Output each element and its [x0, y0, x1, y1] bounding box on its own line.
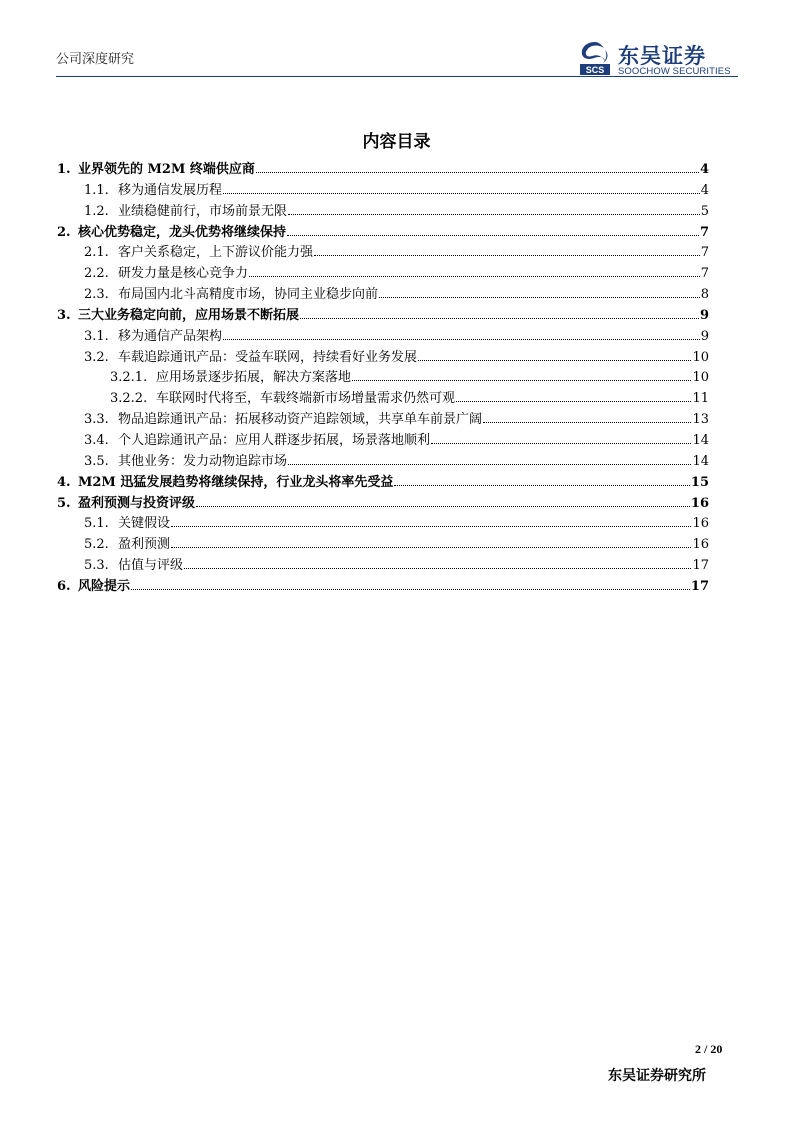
toc-entry-number: 3.4. [84, 432, 109, 448]
toc-entry-title: 三大业务稳定向前，应用场景不断拓展 [78, 307, 300, 323]
logo-english-name: SOOCHOW SECURITIES [618, 66, 731, 77]
toc-entry-page: 15 [690, 474, 709, 490]
toc-entry-title: 车载追踪通讯产品：受益车联网，持续看好业务发展 [118, 349, 418, 365]
toc-entry-number: 3.2.2. [110, 391, 148, 407]
toc-entry-page: 16 [692, 537, 709, 553]
toc-entry-title: 个人追踪通讯产品：应用人群逐步拓展，场景落地顺利 [118, 432, 431, 448]
toc-entry-title: 研发力量是核心竞争力 [118, 266, 249, 282]
toc-leader-dots [223, 193, 700, 194]
toc-entry-page: 7 [700, 266, 709, 282]
toc-entry-page: 11 [692, 391, 709, 407]
toc-entry-title: 车联网时代将至，车载终端新市场增量需求仍然可观 [156, 391, 456, 407]
toc-entry[interactable] [57, 535, 709, 556]
toc-leader-dots [196, 506, 690, 507]
toc-entry[interactable] [57, 327, 709, 348]
soochow-logo-icon [578, 40, 612, 76]
toc-leader-dots [314, 255, 700, 256]
toc-entry-page: 4 [699, 162, 709, 177]
toc-entry-title: 物品追踪通讯产品：拓展移动资产追踪领域，共享单车前景广阔 [118, 412, 483, 428]
toc-entry[interactable] [57, 431, 709, 452]
toc-leader-dots [171, 526, 691, 527]
toc-entry[interactable] [57, 348, 709, 369]
toc-leader-dots [456, 401, 691, 402]
toc-entry-page: 7 [699, 224, 709, 240]
toc-entry-number: 6. [57, 578, 71, 594]
toc-entry[interactable] [57, 494, 709, 515]
report-type-label: 公司深度研究 [56, 52, 135, 67]
toc-entry-title: 盈利预测与投资评级 [78, 495, 196, 511]
toc-entry-title: 业界领先的 M2M 终端供应商 [78, 162, 255, 177]
toc-entry-page: 8 [700, 287, 709, 303]
toc-leader-dots [184, 568, 691, 569]
toc-leader-dots [418, 360, 691, 361]
toc-entry-number: 2.1. [84, 245, 109, 261]
toc-leader-dots [483, 422, 691, 423]
toc-entry[interactable] [57, 577, 709, 598]
toc-leader-dots [394, 485, 690, 486]
toc-entry-number: 3. [57, 307, 71, 323]
toc-entry-title: 其他业务：发力动物追踪市场 [118, 453, 288, 469]
toc-entry-number: 4. [57, 474, 71, 490]
toc-entry-number: 3.3. [84, 412, 109, 428]
table-of-contents [57, 160, 709, 598]
toc-entry-number: 2. [57, 224, 71, 240]
toc-entry-title: 估值与评级 [118, 558, 184, 574]
toc-entry-title: 业绩稳健前行，市场前景无限 [118, 203, 288, 219]
toc-leader-dots [287, 235, 699, 236]
toc-entry-number: 1. [57, 162, 71, 177]
toc-entry-number: 5.3. [84, 558, 109, 574]
toc-entry[interactable] [57, 410, 709, 431]
toc-entry-title: 布局国内北斗高精度市场，协同主业稳步向前 [118, 287, 379, 303]
toc-title: 内容目录 [362, 132, 431, 152]
toc-entry-title: 移为通信产品架构 [118, 328, 223, 344]
toc-entry-page: 9 [700, 328, 709, 344]
soochow-logo [578, 40, 740, 76]
toc-entry-number: 1.2. [84, 203, 109, 219]
toc-entry-title: M2M 迅猛发展趋势将继续保持，行业龙头将率先受益 [78, 474, 394, 490]
logo-mark-text: SCS [585, 65, 605, 75]
toc-entry-page: 14 [692, 453, 709, 469]
toc-entry-number: 5.2. [84, 537, 109, 553]
toc-entry-title: 移为通信发展历程 [118, 182, 223, 198]
toc-leader-dots [288, 464, 691, 465]
toc-entry-page: 9 [699, 307, 709, 323]
toc-entry[interactable] [57, 202, 709, 223]
page-number: 2 / 20 [695, 1042, 723, 1056]
toc-entry-number: 3.1. [84, 328, 109, 344]
toc-entry-number: 2.3. [84, 287, 109, 303]
toc-leader-dots [288, 214, 700, 215]
toc-leader-dots [249, 276, 700, 277]
toc-entry[interactable] [57, 243, 709, 264]
toc-entry[interactable] [57, 389, 709, 410]
toc-entry-title: 盈利预测 [118, 537, 171, 553]
footer-organization: 东吴证券研究所 [608, 1068, 706, 1084]
toc-entry-title: 应用场景逐步拓展，解决方案落地 [156, 370, 352, 386]
toc-entry-title: 客户关系稳定，上下游议价能力强 [118, 245, 314, 261]
toc-entry-title: 关键假设 [118, 516, 171, 532]
toc-entry-page: 7 [700, 245, 709, 261]
toc-leader-dots [131, 589, 690, 590]
toc-entry[interactable] [57, 473, 709, 494]
toc-entry-page: 10 [692, 370, 709, 386]
logo-chinese-name: 东吴证券 [618, 44, 706, 68]
toc-entry[interactable] [57, 160, 709, 181]
toc-entry-page: 13 [692, 412, 709, 428]
toc-leader-dots [171, 547, 691, 548]
toc-entry[interactable] [57, 368, 709, 389]
toc-leader-dots [352, 380, 691, 381]
toc-entry-number: 1.1. [84, 182, 109, 198]
toc-entry-number: 3.2.1. [110, 370, 148, 386]
toc-entry[interactable] [57, 181, 709, 202]
toc-leader-dots [223, 339, 700, 340]
toc-entry[interactable] [57, 223, 709, 244]
toc-entry-title: 核心优势稳定，龙头优势将继续保持 [78, 224, 287, 240]
toc-entry-page: 14 [692, 432, 709, 448]
toc-entry-page: 16 [690, 495, 709, 511]
toc-entry-number: 3.2. [84, 349, 109, 365]
toc-entry-number: 3.5. [84, 453, 109, 469]
toc-entry[interactable] [57, 285, 709, 306]
toc-entry-page: 16 [692, 516, 709, 532]
toc-entry-number: 2.2. [84, 266, 109, 282]
toc-leader-dots [431, 443, 691, 444]
toc-leader-dots [379, 297, 700, 298]
toc-entry[interactable] [57, 452, 709, 473]
toc-entry-title: 风险提示 [78, 578, 131, 594]
toc-entry-page: 17 [692, 558, 709, 574]
toc-leader-dots [300, 318, 699, 319]
toc-entry-page: 5 [700, 203, 709, 219]
toc-entry-number: 5.1. [84, 516, 109, 532]
toc-entry-page: 4 [700, 182, 709, 198]
toc-entry[interactable] [57, 514, 709, 535]
toc-entry-number: 5. [57, 495, 71, 511]
toc-entry-page: 10 [692, 349, 709, 365]
toc-entry-page: 17 [690, 578, 709, 594]
toc-leader-dots [256, 172, 699, 173]
header-divider [56, 76, 738, 77]
toc-entry[interactable] [57, 306, 709, 327]
toc-entry[interactable] [57, 264, 709, 285]
toc-entry[interactable] [57, 556, 709, 577]
